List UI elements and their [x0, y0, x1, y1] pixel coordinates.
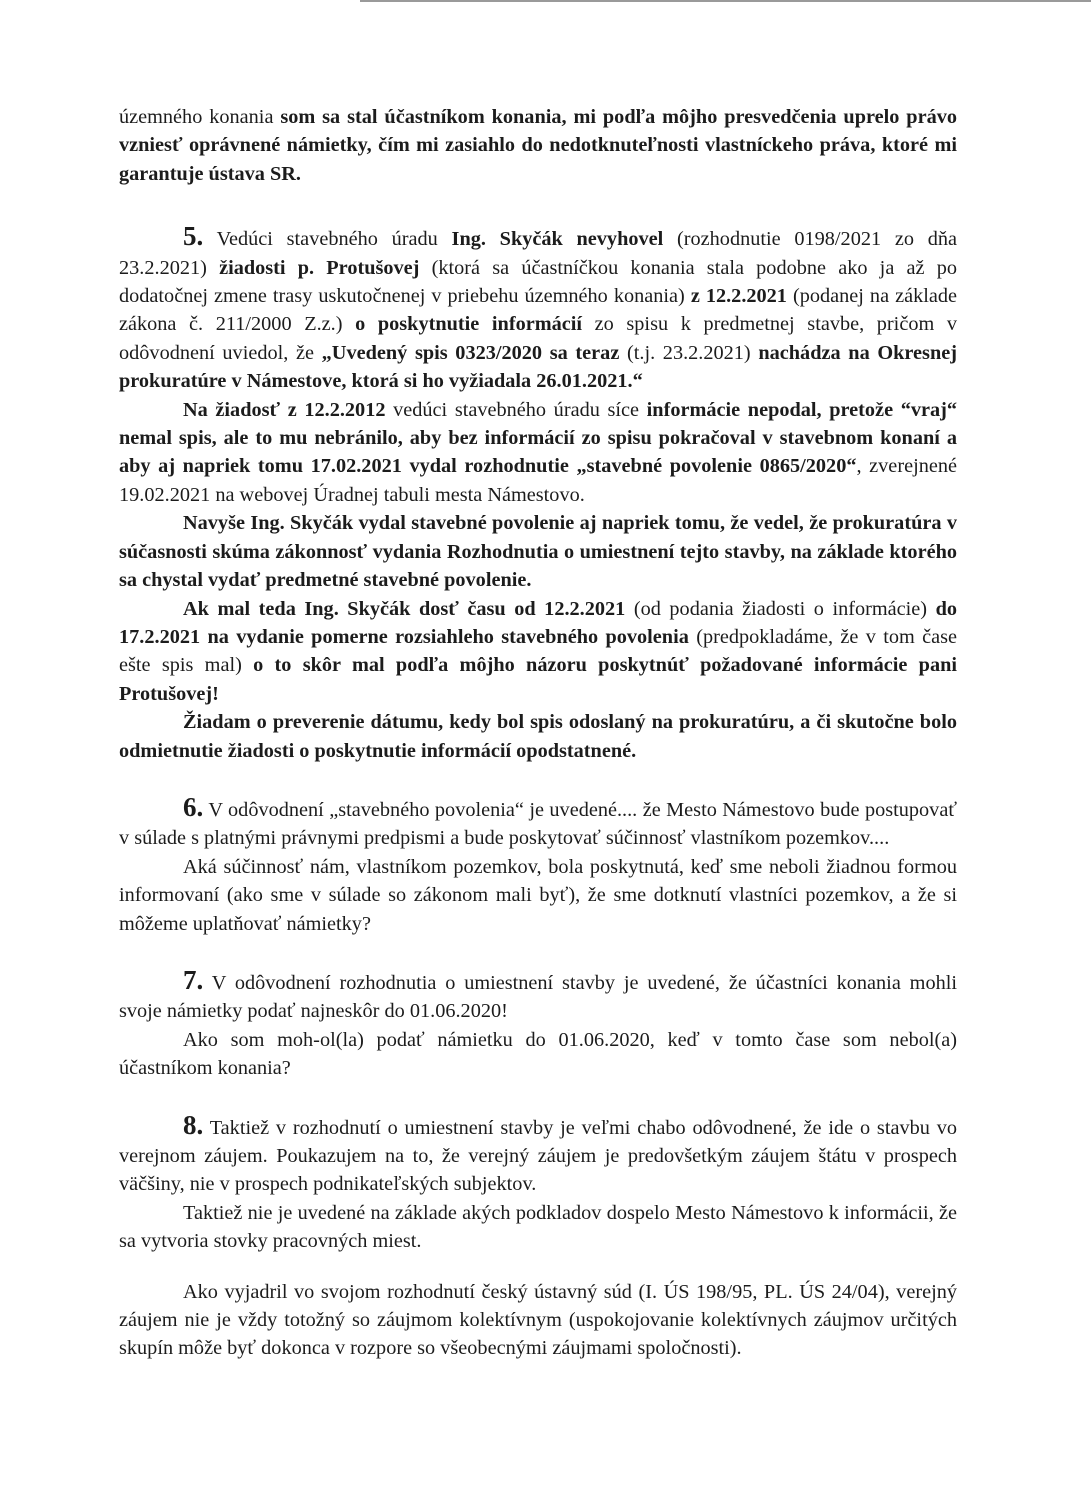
text-run: (predpokladáme, že v tom čase ešte spis mal): [119, 625, 957, 677]
bold-text-run: Ak mal teda Ing. Skyčák dosť času od 12.2.2021: [183, 597, 626, 620]
bold-text-run: nachádza na Okresnej prokuratúre v Námestove, ktorá si ho vyžiadala 26.01.2021.“: [119, 341, 957, 393]
bold-text-run: Ing. Skyčák nevyhovel: [451, 228, 664, 251]
paragraph-8-text: [119, 1117, 957, 1196]
bold-text-run: Žiadam o preverenie dátumu, kedy bol spis odoslaný na prokuratúru, a či skutočne bolo odmietnutie žiadosti o poskytnutie informácií opodstatnené.: [119, 711, 957, 762]
text-run: (podanej na základe zákona č. 211/2000 Z.z.): [119, 285, 958, 336]
text-run: Taktiež nie je uvedené na základe akých podkladov dospelo Mesto Námestovo k informácii, že sa vytvoria stovky pracovných miest.: [119, 1201, 957, 1253]
text-run: územného konania: [119, 106, 281, 128]
paragraph-5-demand: [119, 708, 957, 765]
bold-text-run: Na žiadosť z 12.2.2012: [183, 398, 386, 421]
paragraph-5-prosecution: [119, 509, 957, 594]
point-number-8: 8.: [183, 1109, 204, 1140]
text-run: , zverejnené 19.02.2021 na webovej Úradnej tabuli mesta Námestovo.: [119, 455, 957, 506]
text-run: V odôvodnení „stavebného povolenia“ je uvedené.... že Mesto Námestovo bude postupovať v súlade s platnými právnymi predpismi a bude poskytovať súčinnosť vlastníkom pozemkov....: [119, 798, 957, 850]
text-run: Aká súčinnosť nám, vlastníkom pozemkov, bola poskytnutá, keď sme neboli žiadnou formou informovaní (ako sme v súlade so zákonom mali byť), že sme dotknutí vlastníci pozemkov, a že si môžeme uplatňovať námietky?: [119, 855, 957, 935]
paragraph-court: [119, 1278, 957, 1363]
text-run: V odôvodnení rozhodnutia o umiestnení stavby je uvedené, že účastníci konania mohli svoje námietky podať najneskôr do 01.06.2020!: [119, 971, 957, 1023]
text-run: Vedúci stavebného úradu: [203, 228, 452, 251]
text-run: vedúci stavebného úradu síce: [385, 398, 647, 421]
paragraph-7-question: [119, 1026, 957, 1083]
bold-text-run: žiadosti p. Protušovej: [219, 256, 420, 279]
bold-text-run: Navyše Ing. Skyčák vydal stavebné povolenie aj napriek tomu, že vedel, že prokuratúra v súčasnosti skúma zákonnosť vydania Rozhodnutia o umiestnení tejto stavby, na základe ktorého sa chystal vydať predmetné stavebné povolenie.: [119, 512, 957, 592]
text-run: (ktorá sa účastníčkou konania stala podobne ako ja až po dodatočnej zmene trasy uskutočnenej v priebehu územného konania): [119, 256, 957, 308]
paragraph-5-request: [119, 396, 957, 510]
bold-text-run: „Uvedený spis 0323/2020 sa teraz: [321, 341, 620, 364]
point-number-7: 7.: [183, 964, 204, 995]
paragraph-6-text: [119, 799, 957, 849]
text-run: (od podania žiadosti o informácie): [625, 597, 936, 620]
bold-text-run: o to skôr mal podľa môjho názoru poskytnúť požadované informácie pani Protušovej!: [119, 654, 958, 705]
paragraph-5-time: [119, 595, 957, 709]
bold-text-run: informácie nepodal, pretože “vraj“ nemal spis, ale to mu nebránilo, aby bez informácií zo spisu pokračoval v stavebnom konaní a aby aj napriek tomu 17.02.2021 vydal rozhodnutie „stavebné povolenie 0865/2020“: [119, 398, 958, 478]
paragraph-7: [119, 966, 957, 1026]
paragraph-7-text: [119, 972, 957, 1022]
bold-text-run: o poskytnutie informácií: [355, 313, 583, 336]
paragraph-5-text: [119, 228, 957, 392]
point-number-6: 6.: [183, 791, 204, 822]
text-run: zo spisu k predmetnej stavbe, pričom v odôvodnení uviedol, že: [119, 313, 957, 364]
text-run: Ako vyjadril vo svojom rozhodnutí český ústavný súd (I. ÚS 198/95, PL. ÚS 24/04), verejný záujem nie je vždy totožný so záujmom kolektívnym (uspokojovanie kolektívnych záujmov určitých skupín môže byť dokonca v rozpore so všeobecnými záujmami spoločnosti).: [119, 1280, 957, 1360]
text-run: (rozhodnutie 0198/2021 zo dňa 23.2.2021): [119, 228, 958, 279]
text-run: (t.j. 23.2.2021): [619, 341, 759, 364]
paragraph-6-question: [119, 853, 957, 938]
bold-text-run: do 17.2.2021 na vydanie pomerne rozsiahleho stavebného povolenia: [119, 597, 958, 648]
bold-text-run: som sa stal účastníkom konania, mi podľa môjho presvedčenia uprelo právo vzniesť oprávnené námietky, čím mi zasiahlo do nedotknuteľnosti vlastníckeho práva, ktoré mi garantuje ústava SR.: [119, 106, 957, 185]
paragraph-8: [119, 1111, 957, 1199]
text-run: Taktiež v rozhodnutí o umiestnení stavby je veľmi chabo odôvodnené, že ide o stavbu vo verejnom záujem. Poukazujem na to, že verejný záujem je predovšetkým záujem štátu v prospech väčšiny, nie v prospech podnikateľských subjektov.: [119, 1116, 957, 1196]
paragraph-5: [119, 222, 957, 395]
scan-top-edge-line: [360, 0, 1091, 2]
paragraph-6: [119, 793, 957, 853]
paragraph-intro: [119, 103, 957, 188]
paragraph-8-info: [119, 1199, 957, 1256]
text-run: Ako som moh-ol(la) podať námietku do 01.06.2020, keď v tomto čase som nebol(a) účastníkom konania?: [119, 1028, 957, 1080]
document-page: [119, 103, 957, 1363]
bold-text-run: z 12.2.2021: [690, 285, 787, 308]
point-number-5: 5.: [183, 221, 204, 252]
